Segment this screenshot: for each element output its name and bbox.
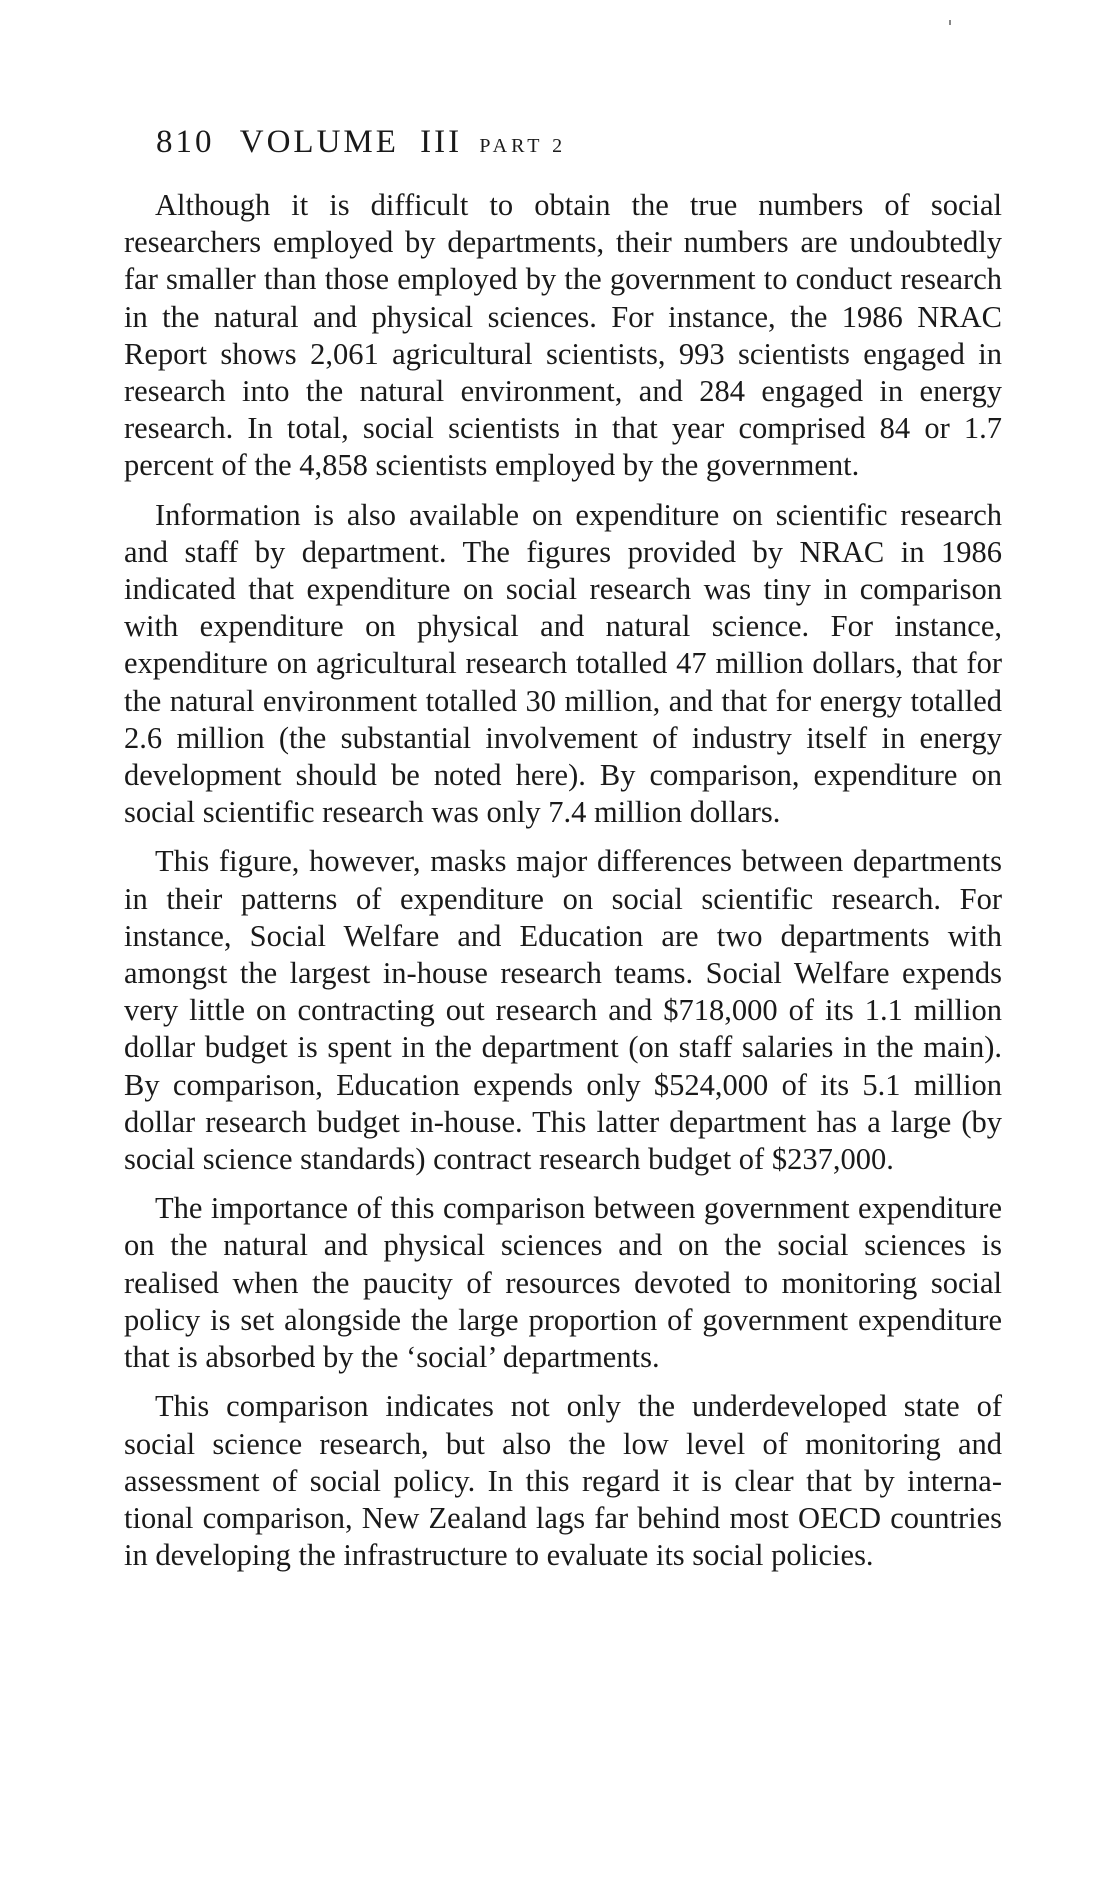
paragraph: Information is also available on expenditure on scientific research and staff by department. The figures provided by NRAC in 1986 indicated that expenditure on social research was tiny in comparison with expenditure on physical and natural science. For instance, expenditure on agricultural research totalled 47 million dollars, that for the natural environment totalled 30 million, and that for energy totalled 2.6 million (the substantial involvement of industry itself in energy development should be noted here). By comparison, expenditure on social scientific research was only 7.4 million dollars. <box>124 497 1002 830</box>
page-number: 810 <box>156 124 215 160</box>
paragraph: Although it is difficult to obtain the true numbers of social researchers employed by departments, their numbers are undoubtedly far smaller than those employed by the government to conduct research in the natural and physical sciences. For instance, the 1986 NRAC Report shows 2,061 agricultural scientists, 993 scientists engaged in research into the natural environment, and 284 engaged in energy research. In total, social scientists in that year comprised 84 or 1.7 percent of the 4,858 scientists employed by the government. <box>124 188 1002 483</box>
scan-speck <box>949 20 951 25</box>
body-text <box>124 187 1002 1586</box>
running-head <box>156 124 566 161</box>
paragraph: The importance of this comparison between government expenditure on the natural and physical sciences and on the social sciences is realised when the paucity of resources devoted to monitoring social policy is set alongside the large proportion of government expenditure that is absorbed by the ‘social’ departments. <box>124 1191 1002 1375</box>
volume-numeral: III <box>420 124 463 160</box>
paragraph: This figure, however, masks major differences between departments in their patterns of expenditure on social scientific research. For instance, Social Welfare and Education are two departments with amongst the largest in-house research teams. Social Welfare expends very little on contracting out research and $718,000 of its 1.1 million dollar budget is spent in the department (on staff salaries in the main). By comparison, Education expends only $524,000 of its 5.1 million dollar research budget in-house. This latter department has a large (by social science standards) contract research budget of $237,000. <box>124 844 1002 1177</box>
paragraph: This comparison indicates not only the underdeveloped state of social science research, but also the low level of monitoring and assessment of social policy. In this regard it is clear that by international comparison, New Zealand lags far behind most OECD countries in developing the infrastructure to evaluate its social policies. <box>124 1389 1002 1573</box>
part-label: PART 2 <box>479 135 567 157</box>
volume-label: VOLUME <box>239 124 399 160</box>
